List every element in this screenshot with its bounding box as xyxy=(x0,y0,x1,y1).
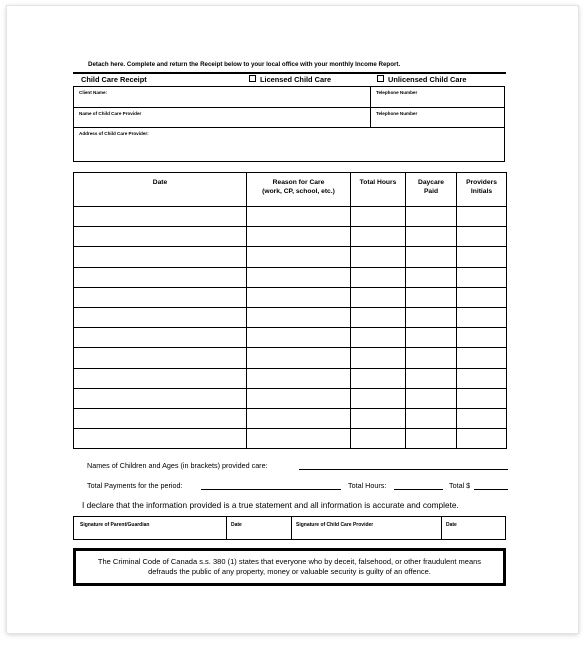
hours-label: Total Hours: xyxy=(348,481,387,490)
table-row xyxy=(74,368,507,388)
table-row xyxy=(74,429,507,449)
children-label: Names of Children and Ages (in brackets) provided care: xyxy=(87,461,268,470)
divider xyxy=(226,517,227,539)
client-telephone-field[interactable]: Telephone Number xyxy=(376,90,418,95)
provider-telephone-field[interactable]: Telephone Number xyxy=(376,111,418,116)
period-label: Total Payments for the period: xyxy=(87,481,183,490)
daycare-paid-cell[interactable] xyxy=(406,267,457,287)
divider xyxy=(441,517,442,539)
date-cell[interactable] xyxy=(74,307,247,327)
daycare-paid-cell[interactable] xyxy=(406,429,457,449)
reason-cell[interactable] xyxy=(247,348,351,368)
unlicensed-checkbox[interactable] xyxy=(377,75,384,82)
reason-cell[interactable] xyxy=(247,408,351,428)
providers-initials-cell[interactable] xyxy=(457,368,507,388)
fraud-warning-box xyxy=(73,548,506,586)
total-hours-cell[interactable] xyxy=(351,267,406,287)
total-label: Total $ xyxy=(449,481,471,490)
date-cell[interactable] xyxy=(74,368,247,388)
table-row xyxy=(74,388,507,408)
daycare-paid-cell[interactable] xyxy=(406,368,457,388)
date-cell[interactable] xyxy=(74,328,247,348)
licensed-label: Licensed Child Care xyxy=(260,75,332,84)
reason-cell[interactable] xyxy=(247,388,351,408)
client-info-box xyxy=(73,86,505,162)
daycare-paid-cell[interactable] xyxy=(406,328,457,348)
form-page xyxy=(7,6,578,633)
receipt-title: Child Care Receipt xyxy=(81,75,147,84)
provider-name-field[interactable]: Name of Child Care Provider xyxy=(79,111,142,116)
total-hours-cell[interactable] xyxy=(351,368,406,388)
table-row xyxy=(74,307,507,327)
date-cell[interactable] xyxy=(74,408,247,428)
daycare-paid-cell[interactable] xyxy=(406,388,457,408)
hours-input[interactable] xyxy=(394,481,443,490)
total-hours-cell[interactable] xyxy=(351,247,406,267)
unlicensed-option[interactable] xyxy=(377,75,466,84)
daycare-paid-cell[interactable] xyxy=(406,247,457,267)
licensed-checkbox[interactable] xyxy=(249,75,256,82)
divider xyxy=(291,517,292,539)
total-hours-cell[interactable] xyxy=(351,408,406,428)
parent-date-field[interactable]: Date xyxy=(231,522,242,528)
daycare-paid-cell[interactable] xyxy=(406,307,457,327)
total-hours-cell[interactable] xyxy=(351,307,406,327)
daycare-paid-cell[interactable] xyxy=(406,408,457,428)
client-name-field[interactable]: Client Name: xyxy=(79,90,108,95)
date-cell[interactable] xyxy=(74,267,247,287)
reason-cell[interactable] xyxy=(247,267,351,287)
date-cell[interactable] xyxy=(74,429,247,449)
providers-initials-cell[interactable] xyxy=(457,247,507,267)
table-row xyxy=(74,207,507,227)
detach-instruction: Detach here. Complete and return the Receipt below to your local office with your monthly Income Report. xyxy=(88,61,401,68)
care-log-table xyxy=(73,172,507,449)
date-cell[interactable] xyxy=(74,207,247,227)
date-cell[interactable] xyxy=(74,388,247,408)
date-cell[interactable] xyxy=(74,227,247,247)
table-row xyxy=(74,328,507,348)
provider-date-field[interactable]: Date xyxy=(446,522,457,528)
total-hours-cell[interactable] xyxy=(351,388,406,408)
total-hours-cell[interactable] xyxy=(351,227,406,247)
providers-initials-cell[interactable] xyxy=(457,207,507,227)
total-hours-cell[interactable] xyxy=(351,207,406,227)
date-cell[interactable] xyxy=(74,287,247,307)
providers-initials-cell[interactable] xyxy=(457,307,507,327)
reason-cell[interactable] xyxy=(247,207,351,227)
total-hours-cell[interactable] xyxy=(351,328,406,348)
column-header-daycare-paid: Daycare Paid xyxy=(406,173,457,207)
provider-signature-field[interactable]: Signature of Child Care Provider xyxy=(296,522,374,528)
warning-line-1: The Criminal Code of Canada s.s. 380 (1) states that everyone who by deceit, falsehood, or other fraudulent means xyxy=(97,557,482,566)
receipt-header xyxy=(73,74,506,86)
unlicensed-label: Unlicensed Child Care xyxy=(388,75,467,84)
table-row xyxy=(74,267,507,287)
reason-cell[interactable] xyxy=(247,307,351,327)
total-input[interactable] xyxy=(474,481,508,490)
providers-initials-cell[interactable] xyxy=(457,408,507,428)
column-header-total-hours: Total Hours xyxy=(351,173,406,207)
provider-address-field[interactable]: Address of Child Care Provider: xyxy=(79,131,149,136)
reason-cell[interactable] xyxy=(247,287,351,307)
date-cell[interactable] xyxy=(74,247,247,267)
table-row xyxy=(74,247,507,267)
licensed-option[interactable] xyxy=(249,75,331,84)
table-row xyxy=(74,348,507,368)
daycare-paid-cell[interactable] xyxy=(406,227,457,247)
declaration-text: I declare that the information provided is a true statement and all information is accurate and complete. xyxy=(82,500,459,510)
table-row xyxy=(74,227,507,247)
reason-cell[interactable] xyxy=(247,328,351,348)
providers-initials-cell[interactable] xyxy=(457,267,507,287)
parent-signature-field[interactable]: Signature of Parent/Guardian xyxy=(80,522,150,528)
reason-cell[interactable] xyxy=(247,247,351,267)
warning-line-2: defrauds the public of any property, money or valuable security is guilty of an offence. xyxy=(148,567,431,576)
reason-cell[interactable] xyxy=(247,368,351,388)
table-header-row xyxy=(74,173,507,207)
total-hours-cell[interactable] xyxy=(351,348,406,368)
divider xyxy=(74,127,504,128)
period-input[interactable] xyxy=(201,481,341,490)
column-header-date: Date xyxy=(74,173,247,207)
divider xyxy=(74,107,504,108)
daycare-paid-cell[interactable] xyxy=(406,287,457,307)
providers-initials-cell[interactable] xyxy=(457,388,507,408)
daycare-paid-cell[interactable] xyxy=(406,207,457,227)
providers-initials-cell[interactable] xyxy=(457,328,507,348)
column-header-providers-initials: Providers Initials xyxy=(457,173,507,207)
total-hours-cell[interactable] xyxy=(351,287,406,307)
date-cell[interactable] xyxy=(74,348,247,368)
providers-initials-cell[interactable] xyxy=(457,348,507,368)
column-header-reason: Reason for Care (work, CP, school, etc.) xyxy=(247,173,351,207)
total-hours-cell[interactable] xyxy=(351,429,406,449)
reason-cell[interactable] xyxy=(247,227,351,247)
signature-row xyxy=(73,516,506,540)
table-row xyxy=(74,287,507,307)
children-input[interactable] xyxy=(299,461,508,470)
providers-initials-cell[interactable] xyxy=(457,429,507,449)
daycare-paid-cell[interactable] xyxy=(406,348,457,368)
table-body xyxy=(74,207,507,449)
providers-initials-cell[interactable] xyxy=(457,287,507,307)
providers-initials-cell[interactable] xyxy=(457,227,507,247)
reason-cell[interactable] xyxy=(247,429,351,449)
table-row xyxy=(74,408,507,428)
